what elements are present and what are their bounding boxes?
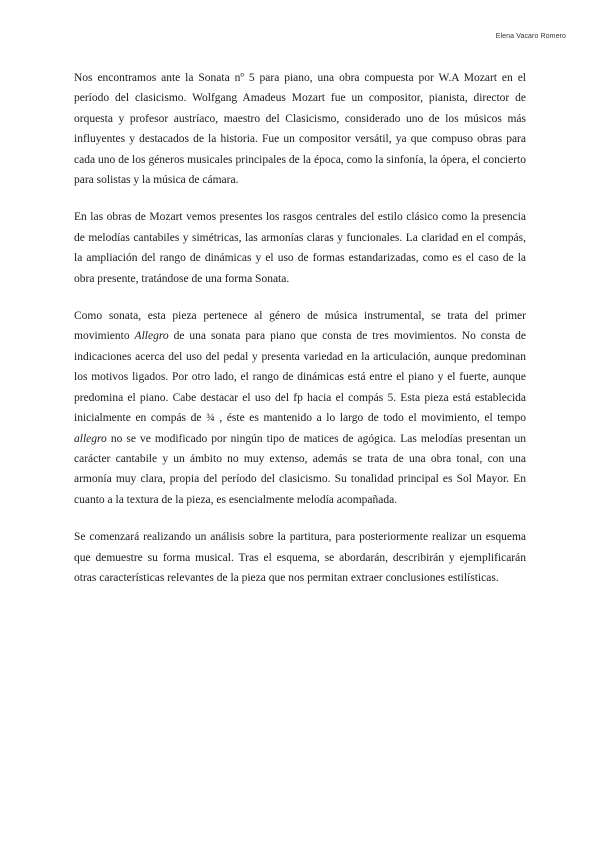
document-body	[74, 68, 526, 588]
text-run: de una sonata para piano que consta de tres movimientos. No consta de indicaciones acerca del uso del pedal y presenta variedad en la articulación, aunque predominan los motivos ligados. Por otro lado, el rango de dinámicas está entre el piano y el fuerte, aunque predomina el piano. Cabe destacar el uso del fp hacia el compás 5. Esta pieza está establecida inicialmente en compás de ¾ , éste es mantenido a lo largo de todo el movimiento, el tempo	[74, 330, 526, 425]
paragraph-analysis-plan: Se comenzará realizando un análisis sobre la partitura, para posteriormente realizar un esquema que demuestre su forma musical. Tras el esquema, se abordarán, describirán y ejemplificarán otras características relevantes de la pieza que nos permitan extraer conclusiones estilísticas.	[74, 531, 526, 584]
paragraph-classical-style: En las obras de Mozart vemos presentes los rasgos centrales del estilo clásico como la presencia de melodías cantabiles y simétricas, las armonías claras y funcionales. La claridad en el compás, la ampliación del rango de dinámicas y el uso de formas estandarizadas, como es el caso de la obra presente, tratándose de una forma Sonata.	[74, 211, 526, 285]
text-run: no se ve modificado por ningún tipo de matices de agógica. Las melodías presentan un carácter cantabile y un ámbito no muy extenso, además se trata de una obra tonal, con una armonía muy clara, propia del período del clasicismo. Su tonalidad principal es Sol Mayor. En cuanto a la textura de la pieza, es esencialmente melodía acompañada.	[74, 432, 526, 506]
italic-term-allegro-tempo: allegro	[74, 432, 107, 445]
text-run: Como sonata, esta pieza pertenece al género de música instrumental, se trata del primer movimiento	[74, 310, 526, 343]
paragraph-introduction: Nos encontramos ante la Sonata nº 5 para piano, una obra compuesta por W.A Mozart en el período del clasicismo. Wolfgang Amadeus Mozart fue un compositor, pianista, director de orquesta y profesor austríaco, maestro del Clasicismo, considerado uno de los músicos más influyentes y destacados de la historia. Fue un compositor versátil, ya que compuso obras para cada uno de los géneros musicales principales de la época, como la sinfonía, la ópera, el concierto para solistas y la música de cámara.	[74, 72, 526, 187]
italic-term-allegro: Allegro	[134, 330, 169, 343]
page-header-author: Elena Vacaro Romero	[495, 33, 566, 40]
paragraph-sonata-description	[74, 306, 526, 510]
